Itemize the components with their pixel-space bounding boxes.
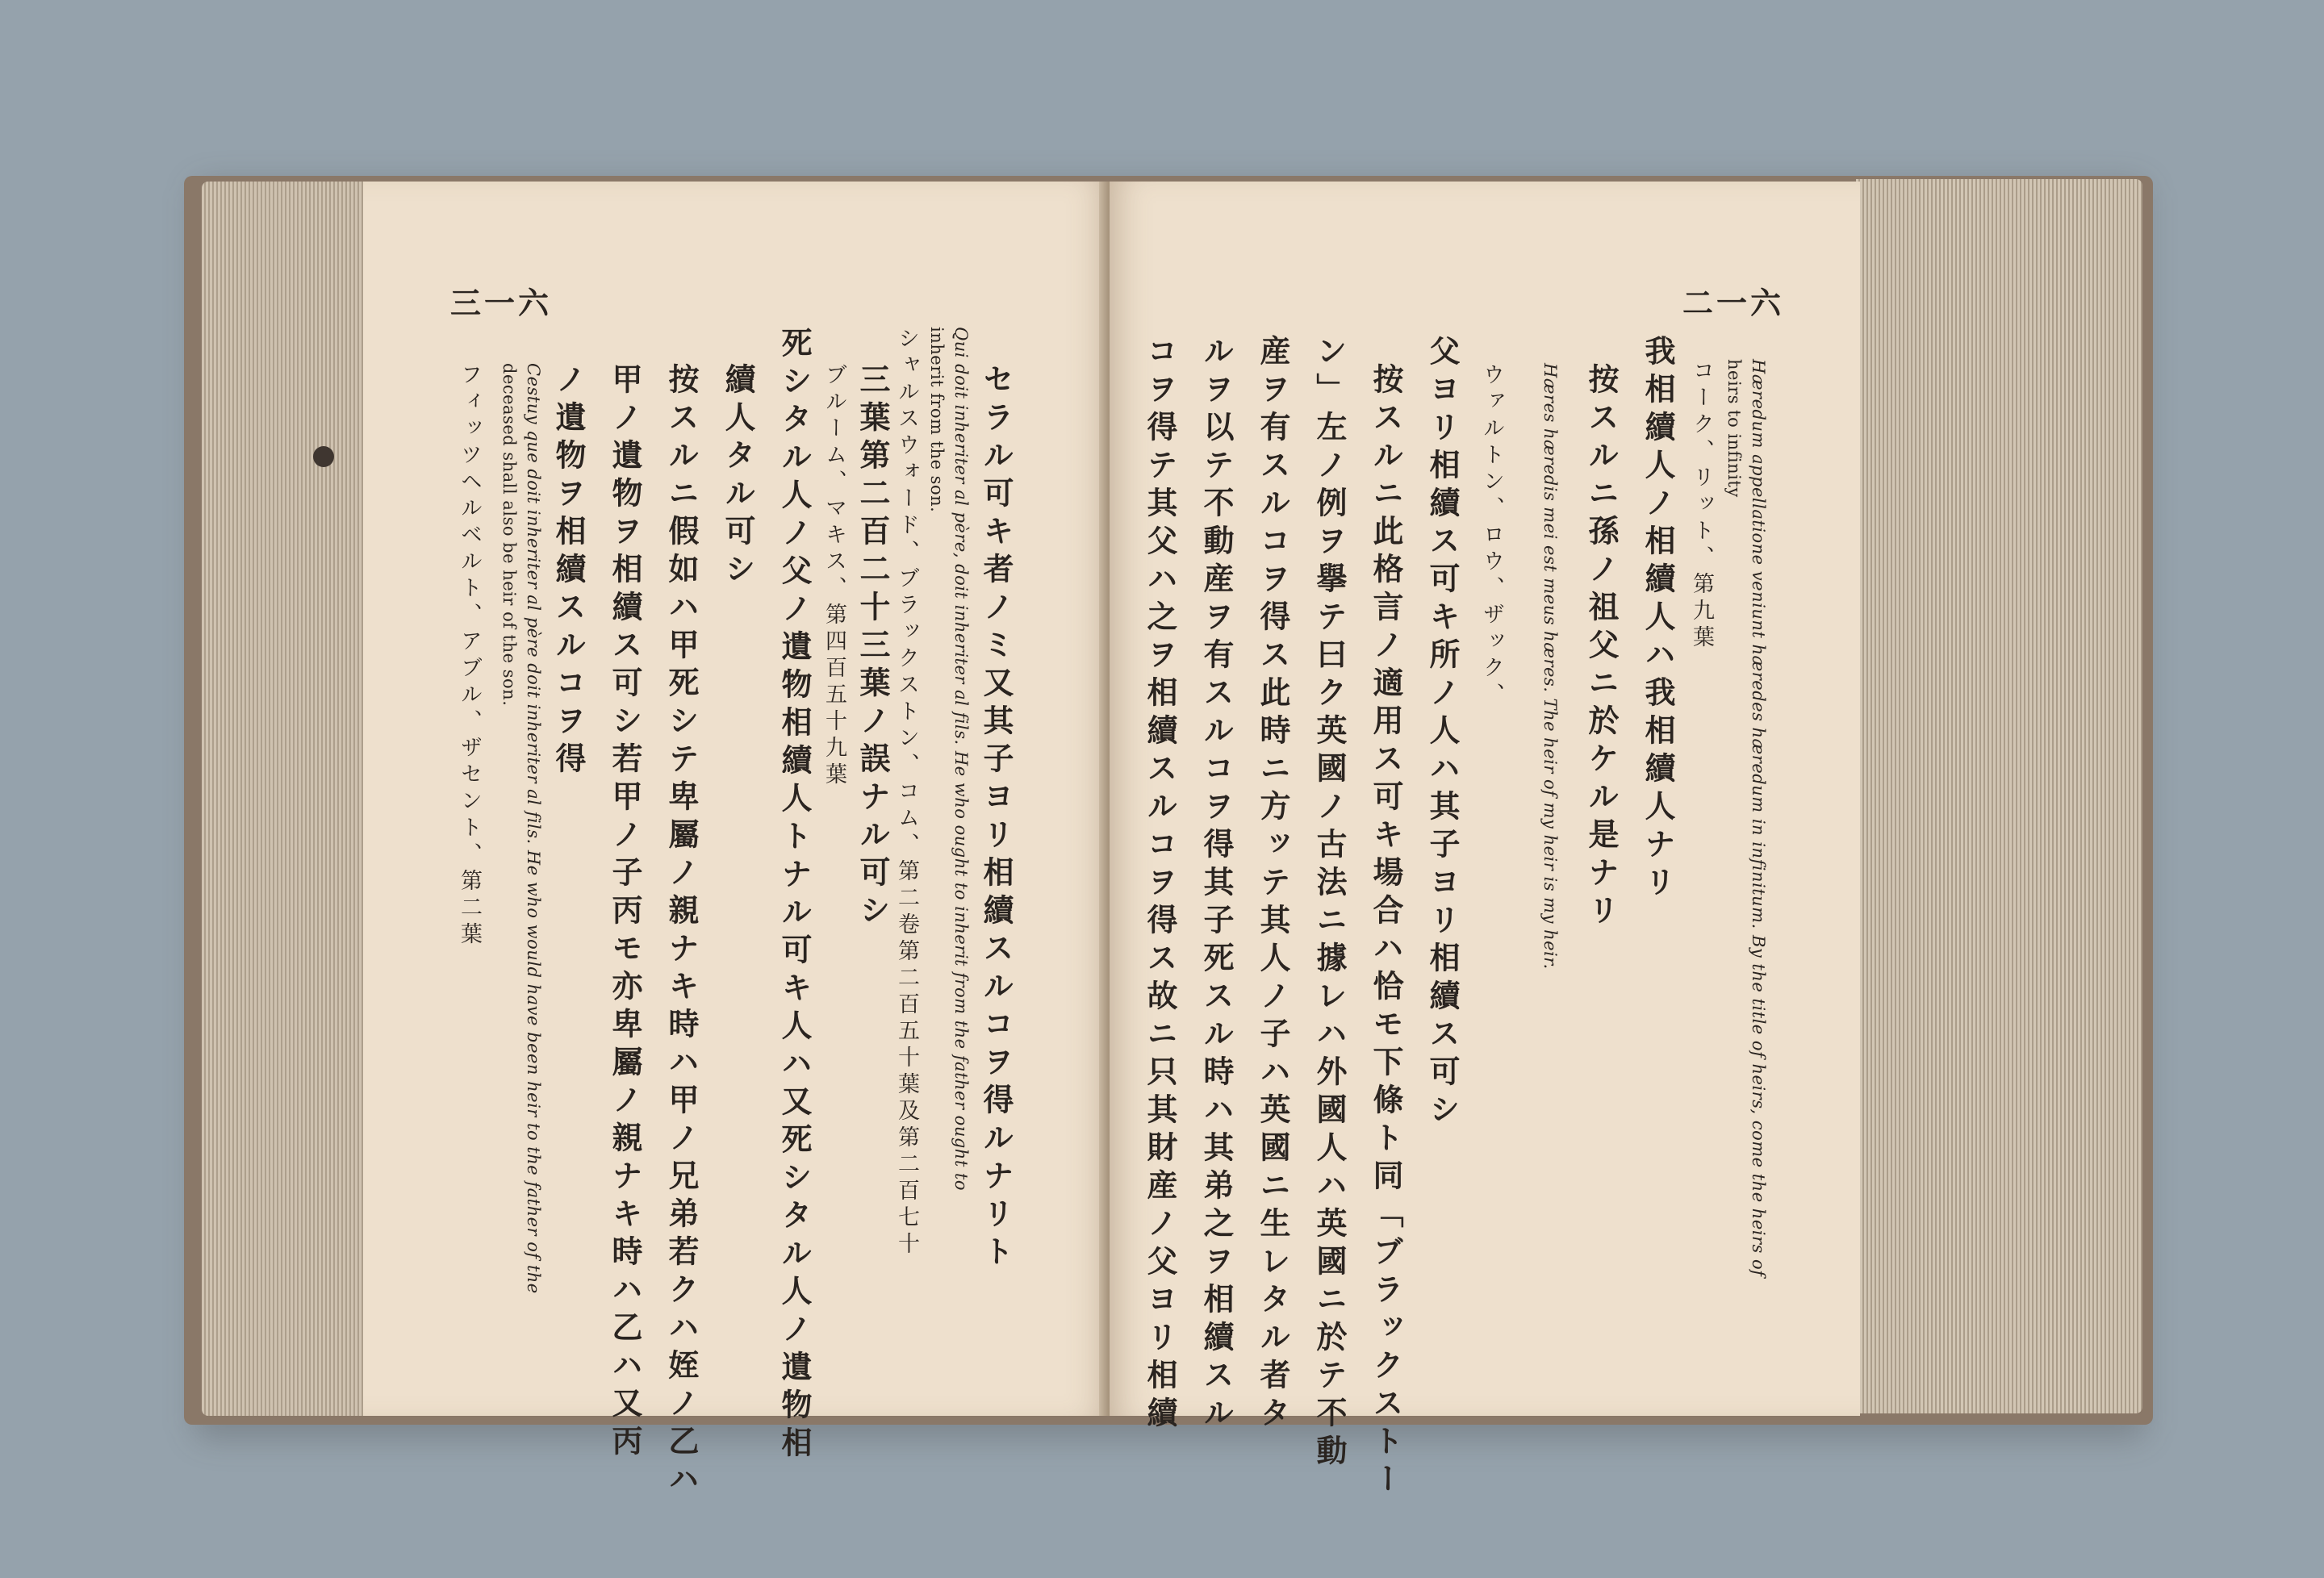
binding-hole: [313, 446, 334, 467]
left-col-2: Qui doit inheriter al père, doit inheriter al fils. He who ought to inherit from the father ought to: [951, 327, 971, 1192]
left-col-12: Cestuy que doit inheriter al père doit inheriter al fils. He who would have been heir to the father of the: [524, 363, 543, 1294]
left-col-7: 死シタル人ノ父ノ遺物相續人トナル可キ人ハ又死シタル人ノ遺物相: [776, 327, 813, 1464]
right-col-2: heirs to infinity: [1724, 359, 1744, 498]
left-col-10: 甲ノ遺物ヲ相續ス可シ若甲ノ子丙モ亦卑屬ノ親ナキ時ハ乙ハ又丙: [607, 363, 643, 1463]
right-col-1: Hæredum appellatione veniunt hæredes hæredum in infinitum. By the title of heirs, come the heirs of: [1749, 359, 1768, 1277]
right-col-3: コーク、リット、第九葉: [1689, 359, 1714, 652]
right-col-7: ウァルトン、ロウ、ザック、: [1479, 363, 1504, 709]
right-page-number: 二一六: [1682, 285, 1785, 321]
left-col-14: フィッツヘルベルト、アブル、ザセント、第二葉: [457, 363, 482, 949]
left-col-6: ブルーム、マキス、第四百五十九葉: [821, 363, 846, 789]
right-col-5: 按スルニ孫ノ祖父ニ於ケル是ナリ: [1583, 363, 1620, 932]
right-col-4: 我相續人ノ相續人ハ我相續人ナリ: [1640, 335, 1676, 904]
left-col-4: シャルスウォード、ブラックストン、コム、第二卷第二百五十葉及第二百七十: [894, 327, 919, 1259]
left-col-9: 按スルニ假如ハ甲死シテ卑屬ノ親ナキ時ハ甲ノ兄弟若クハ姪ノ乙ハ: [663, 363, 700, 1501]
right-page-edges: [1856, 179, 2142, 1413]
right-col-13: コヲ得テ其父ハ之ヲ相續スルコヲ得ス故ニ只其財産ノ父ヨリ相續: [1142, 335, 1178, 1434]
right-col-8: 父ヨリ相續ス可キ所ノ人ハ其子ヨリ相續ス可シ: [1424, 335, 1461, 1131]
left-page-edges: [202, 182, 375, 1416]
right-col-10: ン」左ノ例ヲ擧テ曰ク英國ノ古法ニ據レハ外國人ハ英國ニ於テ不動: [1311, 335, 1348, 1472]
right-col-6: Hæres hæredis mei est meus hæres. The heir of my heir is my heir.: [1540, 363, 1560, 970]
left-col-8: 續人タル可シ: [720, 363, 756, 591]
left-page-number: 三一六: [450, 285, 553, 321]
right-col-11: 産ヲ有スルコヲ得ス此時ニ方ッテ其人ノ子ハ英國ニ生レタル者タ: [1255, 335, 1291, 1434]
left-col-13: deceased shall also be heir of the son.: [499, 363, 519, 707]
right-col-9: 按スルニ此格言ノ適用ス可キ場合ハ恰モ下條ト同「ブラックストー: [1368, 363, 1404, 1501]
left-col-11: ノ遺物ヲ相續スルコヲ得: [550, 363, 587, 780]
right-col-12: ルヲ以テ不動産ヲ有スルコヲ得其子死スル時ハ其弟之ヲ相續スル: [1198, 335, 1235, 1434]
left-col-1: セラル可キ者ノミ又其子ヨリ相續スルコヲ得ルナリト: [978, 363, 1014, 1273]
left-col-5: 三葉第二百二十三葉ノ誤ナル可シ: [855, 363, 891, 932]
left-col-3: inherit from the son.: [927, 327, 947, 513]
